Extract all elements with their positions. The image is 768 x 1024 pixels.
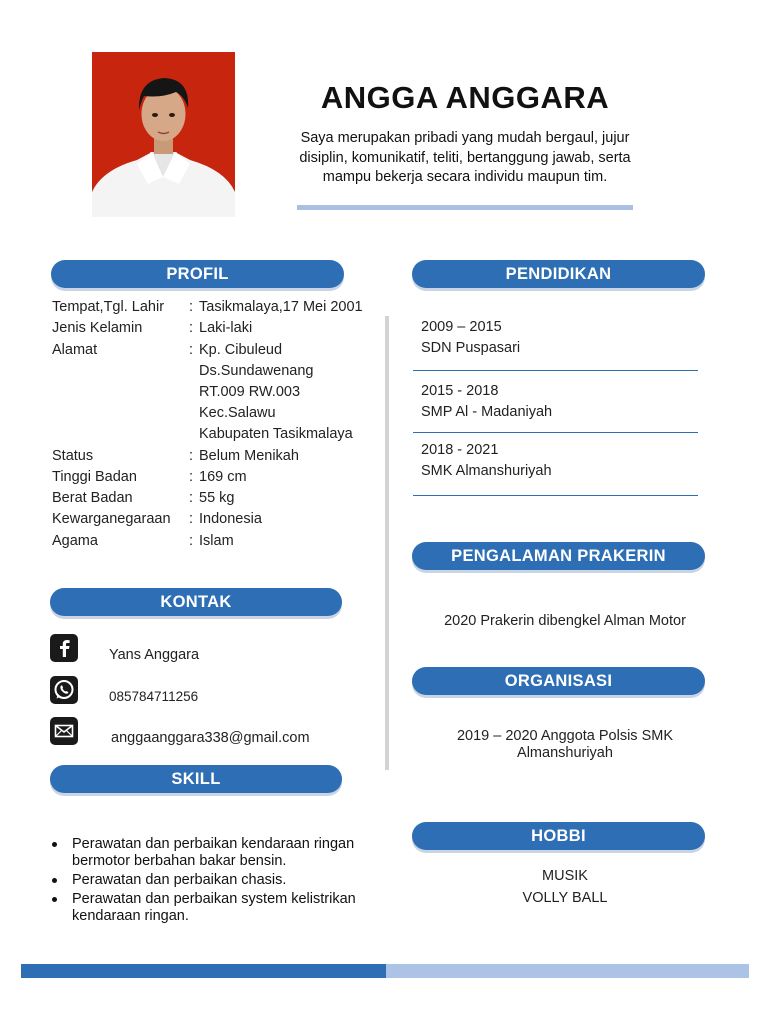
facebook-icon (50, 634, 78, 662)
organisasi-text: 2019 – 2020 Anggota Polsis SMK Almanshuriyah (456, 728, 674, 761)
profile-colon: : (189, 511, 194, 527)
section-hobbi-header: HOBBI (412, 822, 705, 850)
profile-value: Islam (199, 533, 234, 549)
section-prakerin-header: PENGALAMAN PRAKERIN (412, 542, 705, 570)
profile-label: Kewarganegaraan (52, 511, 171, 527)
education-school: SDN Puspasari (421, 340, 521, 356)
profile-address-line: Kp. Cibuleud (199, 342, 283, 358)
profile-value: Laki-laki (199, 320, 253, 336)
prakerin-text: 2020 Prakerin dibengkel Alman Motor (444, 613, 686, 629)
profile-value: Indonesia (199, 511, 262, 527)
education-years: 2018 - 2021 (421, 442, 499, 458)
column-divider (385, 316, 389, 770)
education-item (421, 381, 552, 423)
profile-label: Tempat,Tgl. Lahir (52, 299, 165, 315)
facebook-name: Yans Anggara (109, 647, 200, 663)
profile-label: Alamat (52, 342, 98, 358)
education-years: 2015 - 2018 (421, 383, 499, 399)
section-skill-header: SKILL (50, 765, 342, 793)
education-item (421, 317, 520, 359)
profile-label: Tinggi Badan (52, 469, 137, 485)
profile-colon: : (189, 469, 194, 485)
profile-colon: : (189, 490, 194, 506)
header-divider (297, 205, 633, 210)
profile-value: Belum Menikah (199, 448, 299, 464)
profile-label: Jenis Kelamin (52, 320, 143, 336)
profile-colon: : (189, 320, 194, 336)
profile-label: Status (52, 448, 94, 464)
person-name: ANGGA ANGGARA (320, 80, 610, 115)
profile-colon: : (189, 299, 194, 315)
footer-bar-dark (21, 964, 386, 978)
education-school: SMK Almanshuriyah (421, 463, 552, 479)
education-divider (413, 495, 698, 496)
skill-list (72, 836, 372, 927)
section-kontak-header: KONTAK (50, 588, 342, 616)
profile-address-line: Ds.Sundawenang (199, 363, 314, 379)
section-profil-header: PROFIL (51, 260, 344, 288)
education-item (421, 440, 552, 482)
whatsapp-number: 085784711256 (109, 689, 199, 704)
education-years: 2009 – 2015 (421, 319, 502, 335)
profile-label: Berat Badan (52, 490, 133, 506)
profile-label: Agama (52, 533, 98, 549)
section-pendidikan-header: PENDIDIKAN (412, 260, 705, 288)
profile-value: 169 cm (199, 469, 247, 485)
education-school: SMP Al - Madaniyah (421, 404, 553, 420)
education-divider (413, 432, 698, 433)
skill-item: Perawatan dan perbaikan chasis. (72, 872, 372, 889)
hobby-item: MUSIK (542, 868, 588, 884)
profile-address-line: Kec.Salawu (199, 405, 276, 421)
skill-item: Perawatan dan perbaikan system kelistrikan kendaraan ringan. (72, 891, 372, 925)
personal-summary: Saya merupakan pribadi yang mudah bergaul, jujur disiplin, komunikatif, teliti, bertanggung jawab, serta mampu bekerja secara individu maupun tim. (299, 130, 631, 185)
profile-value: Tasikmalaya,17 Mei 2001 (199, 299, 363, 315)
profile-address-line: RT.009 RW.003 (199, 384, 301, 400)
skill-item: Perawatan dan perbaikan kendaraan ringan bermotor berbahan bakar bensin. (72, 836, 372, 870)
whatsapp-icon (50, 676, 78, 704)
profile-colon: : (189, 448, 194, 464)
profile-address-line: Kabupaten Tasikmalaya (199, 426, 353, 442)
mail-icon (50, 717, 78, 745)
education-divider (413, 370, 698, 371)
profile-photo (92, 52, 235, 217)
section-organisasi-header: ORGANISASI (412, 667, 705, 695)
profile-value: 55 kg (199, 490, 235, 506)
hobby-item: VOLLY BALL (522, 890, 608, 906)
profile-colon: : (189, 342, 194, 358)
email-address: anggaanggara338@gmail.com (111, 730, 310, 746)
footer-bar-light (386, 964, 749, 978)
profile-colon: : (189, 533, 194, 549)
